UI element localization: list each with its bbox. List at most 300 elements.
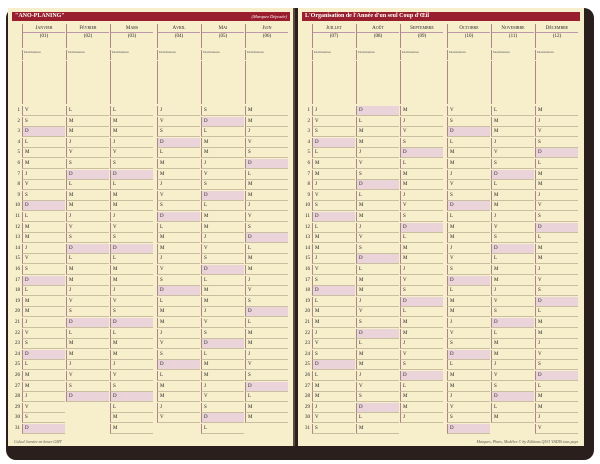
day-cell[interactable] bbox=[66, 286, 109, 296]
day-cell[interactable] bbox=[201, 117, 244, 127]
day-cell[interactable] bbox=[356, 265, 399, 275]
day-cell[interactable] bbox=[157, 339, 200, 349]
day-cell[interactable] bbox=[356, 339, 399, 349]
day-cell[interactable] bbox=[66, 360, 109, 370]
day-cell[interactable] bbox=[22, 106, 65, 116]
day-cell[interactable] bbox=[491, 371, 534, 381]
day-cell[interactable] bbox=[110, 212, 153, 222]
day-cell[interactable] bbox=[245, 276, 288, 286]
day-cell[interactable] bbox=[66, 138, 109, 148]
day-cell[interactable] bbox=[110, 371, 153, 381]
day-cell[interactable] bbox=[157, 127, 200, 137]
day-cell[interactable] bbox=[157, 106, 200, 116]
day-cell[interactable] bbox=[400, 329, 443, 339]
day-cell[interactable] bbox=[535, 329, 578, 339]
day-cell[interactable] bbox=[491, 138, 534, 148]
day-cell[interactable] bbox=[491, 170, 534, 180]
day-cell[interactable] bbox=[312, 307, 355, 317]
day-cell[interactable] bbox=[447, 138, 490, 148]
day-cell[interactable] bbox=[535, 297, 578, 307]
day-cell[interactable] bbox=[157, 159, 200, 169]
day-cell[interactable] bbox=[312, 244, 355, 254]
day-cell[interactable] bbox=[447, 297, 490, 307]
day-cell[interactable] bbox=[447, 106, 490, 116]
day-cell[interactable] bbox=[356, 329, 399, 339]
day-cell[interactable] bbox=[447, 350, 490, 360]
day-cell[interactable] bbox=[312, 170, 355, 180]
day-cell[interactable] bbox=[201, 371, 244, 381]
day-cell[interactable] bbox=[312, 233, 355, 243]
day-cell[interactable] bbox=[22, 276, 65, 286]
day-cell[interactable] bbox=[66, 392, 109, 402]
day-cell[interactable] bbox=[201, 106, 244, 116]
day-cell[interactable] bbox=[245, 350, 288, 360]
day-cell[interactable] bbox=[22, 403, 65, 413]
day-cell[interactable] bbox=[22, 413, 65, 423]
day-cell[interactable] bbox=[66, 212, 109, 222]
day-cell[interactable] bbox=[356, 159, 399, 169]
day-cell[interactable] bbox=[535, 413, 578, 423]
day-cell[interactable] bbox=[110, 201, 153, 211]
day-cell[interactable] bbox=[22, 382, 65, 392]
day-cell[interactable] bbox=[245, 286, 288, 296]
day-cell[interactable] bbox=[157, 254, 200, 264]
day-cell[interactable] bbox=[400, 127, 443, 137]
day-cell[interactable] bbox=[245, 201, 288, 211]
day-cell[interactable] bbox=[356, 403, 399, 413]
day-cell[interactable] bbox=[535, 392, 578, 402]
day-cell[interactable] bbox=[535, 191, 578, 201]
day-cell[interactable] bbox=[491, 382, 534, 392]
day-cell[interactable] bbox=[66, 117, 109, 127]
day-cell[interactable] bbox=[535, 127, 578, 137]
day-cell[interactable] bbox=[447, 117, 490, 127]
day-cell[interactable] bbox=[535, 371, 578, 381]
day-cell[interactable] bbox=[110, 233, 153, 243]
day-cell[interactable] bbox=[356, 106, 399, 116]
day-cell[interactable] bbox=[400, 265, 443, 275]
day-cell[interactable] bbox=[201, 159, 244, 169]
day-cell[interactable] bbox=[110, 276, 153, 286]
day-cell[interactable] bbox=[66, 244, 109, 254]
day-cell[interactable] bbox=[157, 117, 200, 127]
day-cell[interactable] bbox=[535, 307, 578, 317]
day-cell[interactable] bbox=[491, 117, 534, 127]
day-cell[interactable] bbox=[447, 223, 490, 233]
day-cell[interactable] bbox=[201, 318, 244, 328]
day-cell[interactable] bbox=[201, 180, 244, 190]
day-cell[interactable] bbox=[66, 233, 109, 243]
day-cell[interactable] bbox=[535, 265, 578, 275]
day-cell[interactable] bbox=[110, 413, 153, 423]
day-cell[interactable] bbox=[312, 159, 355, 169]
day-cell[interactable] bbox=[447, 180, 490, 190]
day-cell[interactable] bbox=[356, 424, 399, 434]
day-cell[interactable] bbox=[245, 212, 288, 222]
day-cell[interactable] bbox=[447, 254, 490, 264]
day-cell[interactable] bbox=[245, 223, 288, 233]
day-cell[interactable] bbox=[66, 350, 109, 360]
day-cell[interactable] bbox=[400, 318, 443, 328]
day-cell[interactable] bbox=[400, 307, 443, 317]
day-cell[interactable] bbox=[110, 148, 153, 158]
day-cell[interactable] bbox=[110, 106, 153, 116]
day-cell[interactable] bbox=[201, 286, 244, 296]
day-cell[interactable] bbox=[110, 138, 153, 148]
day-cell[interactable] bbox=[491, 233, 534, 243]
day-cell[interactable] bbox=[491, 254, 534, 264]
day-cell[interactable] bbox=[245, 392, 288, 402]
day-cell[interactable] bbox=[245, 170, 288, 180]
day-cell[interactable] bbox=[201, 360, 244, 370]
day-cell[interactable] bbox=[535, 276, 578, 286]
day-cell[interactable] bbox=[447, 339, 490, 349]
day-cell[interactable] bbox=[491, 127, 534, 137]
day-cell[interactable] bbox=[447, 424, 490, 434]
day-cell[interactable] bbox=[245, 233, 288, 243]
day-cell[interactable] bbox=[110, 180, 153, 190]
day-cell[interactable] bbox=[491, 180, 534, 190]
day-cell[interactable] bbox=[66, 106, 109, 116]
day-cell[interactable] bbox=[491, 307, 534, 317]
day-cell[interactable] bbox=[491, 276, 534, 286]
day-cell[interactable] bbox=[245, 265, 288, 275]
day-cell[interactable] bbox=[535, 424, 578, 434]
day-cell[interactable] bbox=[491, 201, 534, 211]
day-cell[interactable] bbox=[157, 413, 200, 423]
day-cell[interactable] bbox=[22, 329, 65, 339]
day-cell[interactable] bbox=[535, 138, 578, 148]
day-cell[interactable] bbox=[22, 244, 65, 254]
day-cell[interactable] bbox=[245, 244, 288, 254]
day-cell[interactable] bbox=[110, 318, 153, 328]
day-cell[interactable] bbox=[356, 360, 399, 370]
day-cell[interactable] bbox=[22, 350, 65, 360]
day-cell[interactable] bbox=[312, 339, 355, 349]
day-cell[interactable] bbox=[22, 307, 65, 317]
day-cell[interactable] bbox=[312, 212, 355, 222]
day-cell[interactable] bbox=[245, 297, 288, 307]
day-cell[interactable] bbox=[110, 382, 153, 392]
day-cell[interactable] bbox=[22, 265, 65, 275]
day-cell[interactable] bbox=[201, 297, 244, 307]
day-cell[interactable] bbox=[66, 170, 109, 180]
day-cell[interactable] bbox=[535, 350, 578, 360]
day-cell[interactable] bbox=[491, 212, 534, 222]
day-cell[interactable] bbox=[312, 106, 355, 116]
day-cell[interactable] bbox=[201, 201, 244, 211]
day-cell[interactable] bbox=[535, 244, 578, 254]
day-cell[interactable] bbox=[66, 180, 109, 190]
day-cell[interactable] bbox=[400, 297, 443, 307]
day-cell[interactable] bbox=[447, 329, 490, 339]
day-cell[interactable] bbox=[157, 371, 200, 381]
day-cell[interactable] bbox=[312, 392, 355, 402]
day-cell[interactable] bbox=[400, 403, 443, 413]
day-cell[interactable] bbox=[356, 276, 399, 286]
day-cell[interactable] bbox=[245, 191, 288, 201]
day-cell[interactable] bbox=[22, 138, 65, 148]
day-cell[interactable] bbox=[400, 339, 443, 349]
day-cell[interactable] bbox=[447, 127, 490, 137]
day-cell[interactable] bbox=[400, 180, 443, 190]
day-cell[interactable] bbox=[201, 148, 244, 158]
day-cell[interactable] bbox=[245, 329, 288, 339]
day-cell[interactable] bbox=[535, 223, 578, 233]
day-cell[interactable] bbox=[22, 297, 65, 307]
day-cell[interactable] bbox=[312, 265, 355, 275]
day-cell[interactable] bbox=[201, 138, 244, 148]
day-cell[interactable] bbox=[22, 360, 65, 370]
day-cell[interactable] bbox=[22, 392, 65, 402]
day-cell[interactable] bbox=[157, 170, 200, 180]
day-cell[interactable] bbox=[245, 360, 288, 370]
day-cell[interactable] bbox=[447, 191, 490, 201]
day-cell[interactable] bbox=[157, 212, 200, 222]
day-cell[interactable] bbox=[535, 403, 578, 413]
day-cell[interactable] bbox=[157, 350, 200, 360]
day-cell[interactable] bbox=[447, 265, 490, 275]
day-cell[interactable] bbox=[312, 180, 355, 190]
day-cell[interactable] bbox=[491, 223, 534, 233]
day-cell[interactable] bbox=[535, 170, 578, 180]
day-cell[interactable] bbox=[157, 233, 200, 243]
day-cell[interactable] bbox=[400, 392, 443, 402]
day-cell[interactable] bbox=[110, 392, 153, 402]
day-cell[interactable] bbox=[356, 318, 399, 328]
day-cell[interactable] bbox=[447, 382, 490, 392]
day-cell[interactable] bbox=[245, 254, 288, 264]
day-cell[interactable] bbox=[312, 403, 355, 413]
day-cell[interactable] bbox=[447, 360, 490, 370]
day-cell[interactable] bbox=[157, 392, 200, 402]
day-cell[interactable] bbox=[66, 265, 109, 275]
day-cell[interactable] bbox=[157, 138, 200, 148]
day-cell[interactable] bbox=[491, 286, 534, 296]
day-cell[interactable] bbox=[491, 403, 534, 413]
day-cell[interactable] bbox=[66, 127, 109, 137]
day-cell[interactable] bbox=[400, 106, 443, 116]
day-cell[interactable] bbox=[491, 350, 534, 360]
day-cell[interactable] bbox=[535, 339, 578, 349]
day-cell[interactable] bbox=[400, 148, 443, 158]
day-cell[interactable] bbox=[400, 413, 443, 423]
day-cell[interactable] bbox=[356, 191, 399, 201]
day-cell[interactable] bbox=[22, 159, 65, 169]
day-cell[interactable] bbox=[157, 297, 200, 307]
day-cell[interactable] bbox=[110, 329, 153, 339]
day-cell[interactable] bbox=[312, 413, 355, 423]
day-cell[interactable] bbox=[201, 265, 244, 275]
day-cell[interactable] bbox=[312, 191, 355, 201]
day-cell[interactable] bbox=[312, 329, 355, 339]
day-cell[interactable] bbox=[447, 307, 490, 317]
day-cell[interactable] bbox=[66, 254, 109, 264]
day-cell[interactable] bbox=[110, 403, 153, 413]
day-cell[interactable] bbox=[22, 223, 65, 233]
day-cell[interactable] bbox=[22, 117, 65, 127]
day-cell[interactable] bbox=[356, 244, 399, 254]
day-cell[interactable] bbox=[447, 201, 490, 211]
day-cell[interactable] bbox=[535, 117, 578, 127]
day-cell[interactable] bbox=[245, 413, 288, 423]
day-cell[interactable] bbox=[535, 360, 578, 370]
day-cell[interactable] bbox=[447, 392, 490, 402]
day-cell[interactable] bbox=[491, 360, 534, 370]
day-cell[interactable] bbox=[400, 244, 443, 254]
day-cell[interactable] bbox=[110, 339, 153, 349]
day-cell[interactable] bbox=[201, 403, 244, 413]
day-cell[interactable] bbox=[245, 318, 288, 328]
day-cell[interactable] bbox=[491, 297, 534, 307]
day-cell[interactable] bbox=[66, 191, 109, 201]
day-cell[interactable] bbox=[400, 382, 443, 392]
day-cell[interactable] bbox=[356, 127, 399, 137]
day-cell[interactable] bbox=[312, 382, 355, 392]
day-cell[interactable] bbox=[400, 159, 443, 169]
day-cell[interactable] bbox=[535, 180, 578, 190]
day-cell[interactable] bbox=[22, 170, 65, 180]
day-cell[interactable] bbox=[447, 148, 490, 158]
day-cell[interactable] bbox=[491, 159, 534, 169]
day-cell[interactable] bbox=[535, 148, 578, 158]
day-cell[interactable] bbox=[400, 212, 443, 222]
day-cell[interactable] bbox=[491, 191, 534, 201]
day-cell[interactable] bbox=[491, 148, 534, 158]
day-cell[interactable] bbox=[312, 148, 355, 158]
day-cell[interactable] bbox=[312, 360, 355, 370]
day-cell[interactable] bbox=[201, 223, 244, 233]
day-cell[interactable] bbox=[22, 371, 65, 381]
day-cell[interactable] bbox=[312, 117, 355, 127]
day-cell[interactable] bbox=[157, 286, 200, 296]
day-cell[interactable] bbox=[157, 223, 200, 233]
day-cell[interactable] bbox=[312, 286, 355, 296]
day-cell[interactable] bbox=[312, 276, 355, 286]
day-cell[interactable] bbox=[245, 117, 288, 127]
day-cell[interactable] bbox=[245, 371, 288, 381]
day-cell[interactable] bbox=[201, 329, 244, 339]
day-cell[interactable] bbox=[400, 360, 443, 370]
day-cell[interactable] bbox=[110, 307, 153, 317]
day-cell[interactable] bbox=[157, 201, 200, 211]
day-cell[interactable] bbox=[491, 392, 534, 402]
day-cell[interactable] bbox=[356, 286, 399, 296]
day-cell[interactable] bbox=[22, 127, 65, 137]
day-cell[interactable] bbox=[66, 318, 109, 328]
day-cell[interactable] bbox=[66, 201, 109, 211]
day-cell[interactable] bbox=[201, 254, 244, 264]
day-cell[interactable] bbox=[66, 297, 109, 307]
day-cell[interactable] bbox=[400, 223, 443, 233]
day-cell[interactable] bbox=[157, 318, 200, 328]
day-cell[interactable] bbox=[312, 254, 355, 264]
day-cell[interactable] bbox=[110, 424, 153, 434]
day-cell[interactable] bbox=[110, 297, 153, 307]
day-cell[interactable] bbox=[157, 382, 200, 392]
day-cell[interactable] bbox=[356, 138, 399, 148]
day-cell[interactable] bbox=[201, 350, 244, 360]
day-cell[interactable] bbox=[535, 201, 578, 211]
day-cell[interactable] bbox=[356, 371, 399, 381]
day-cell[interactable] bbox=[356, 233, 399, 243]
day-cell[interactable] bbox=[400, 254, 443, 264]
day-cell[interactable] bbox=[312, 350, 355, 360]
day-cell[interactable] bbox=[535, 286, 578, 296]
day-cell[interactable] bbox=[447, 212, 490, 222]
day-cell[interactable] bbox=[201, 307, 244, 317]
day-cell[interactable] bbox=[22, 339, 65, 349]
day-cell[interactable] bbox=[447, 170, 490, 180]
day-cell[interactable] bbox=[66, 276, 109, 286]
day-cell[interactable] bbox=[66, 159, 109, 169]
day-cell[interactable] bbox=[157, 148, 200, 158]
day-cell[interactable] bbox=[491, 244, 534, 254]
day-cell[interactable] bbox=[245, 180, 288, 190]
day-cell[interactable] bbox=[356, 201, 399, 211]
day-cell[interactable] bbox=[110, 286, 153, 296]
day-cell[interactable] bbox=[356, 148, 399, 158]
day-cell[interactable] bbox=[201, 276, 244, 286]
day-cell[interactable] bbox=[400, 233, 443, 243]
day-cell[interactable] bbox=[447, 233, 490, 243]
day-cell[interactable] bbox=[491, 265, 534, 275]
day-cell[interactable] bbox=[400, 201, 443, 211]
day-cell[interactable] bbox=[245, 127, 288, 137]
day-cell[interactable] bbox=[22, 212, 65, 222]
day-cell[interactable] bbox=[110, 159, 153, 169]
day-cell[interactable] bbox=[491, 318, 534, 328]
day-cell[interactable] bbox=[157, 244, 200, 254]
day-cell[interactable] bbox=[312, 424, 355, 434]
day-cell[interactable] bbox=[157, 403, 200, 413]
day-cell[interactable] bbox=[110, 265, 153, 275]
day-cell[interactable] bbox=[535, 159, 578, 169]
day-cell[interactable] bbox=[110, 223, 153, 233]
day-cell[interactable] bbox=[312, 297, 355, 307]
day-cell[interactable] bbox=[110, 244, 153, 254]
day-cell[interactable] bbox=[312, 371, 355, 381]
day-cell[interactable] bbox=[312, 127, 355, 137]
day-cell[interactable] bbox=[22, 318, 65, 328]
day-cell[interactable] bbox=[201, 392, 244, 402]
day-cell[interactable] bbox=[312, 138, 355, 148]
day-cell[interactable] bbox=[356, 413, 399, 423]
day-cell[interactable] bbox=[491, 329, 534, 339]
day-cell[interactable] bbox=[66, 223, 109, 233]
day-cell[interactable] bbox=[400, 170, 443, 180]
day-cell[interactable] bbox=[491, 413, 534, 423]
day-cell[interactable] bbox=[157, 360, 200, 370]
day-cell[interactable] bbox=[356, 297, 399, 307]
day-cell[interactable] bbox=[245, 138, 288, 148]
day-cell[interactable] bbox=[22, 191, 65, 201]
day-cell[interactable] bbox=[157, 180, 200, 190]
day-cell[interactable] bbox=[400, 350, 443, 360]
day-cell[interactable] bbox=[245, 339, 288, 349]
day-cell[interactable] bbox=[201, 191, 244, 201]
day-cell[interactable] bbox=[312, 318, 355, 328]
day-cell[interactable] bbox=[535, 233, 578, 243]
day-cell[interactable] bbox=[66, 307, 109, 317]
day-cell[interactable] bbox=[447, 244, 490, 254]
day-cell[interactable] bbox=[356, 170, 399, 180]
day-cell[interactable] bbox=[201, 244, 244, 254]
day-cell[interactable] bbox=[245, 382, 288, 392]
day-cell[interactable] bbox=[66, 329, 109, 339]
day-cell[interactable] bbox=[245, 106, 288, 116]
day-cell[interactable] bbox=[110, 360, 153, 370]
